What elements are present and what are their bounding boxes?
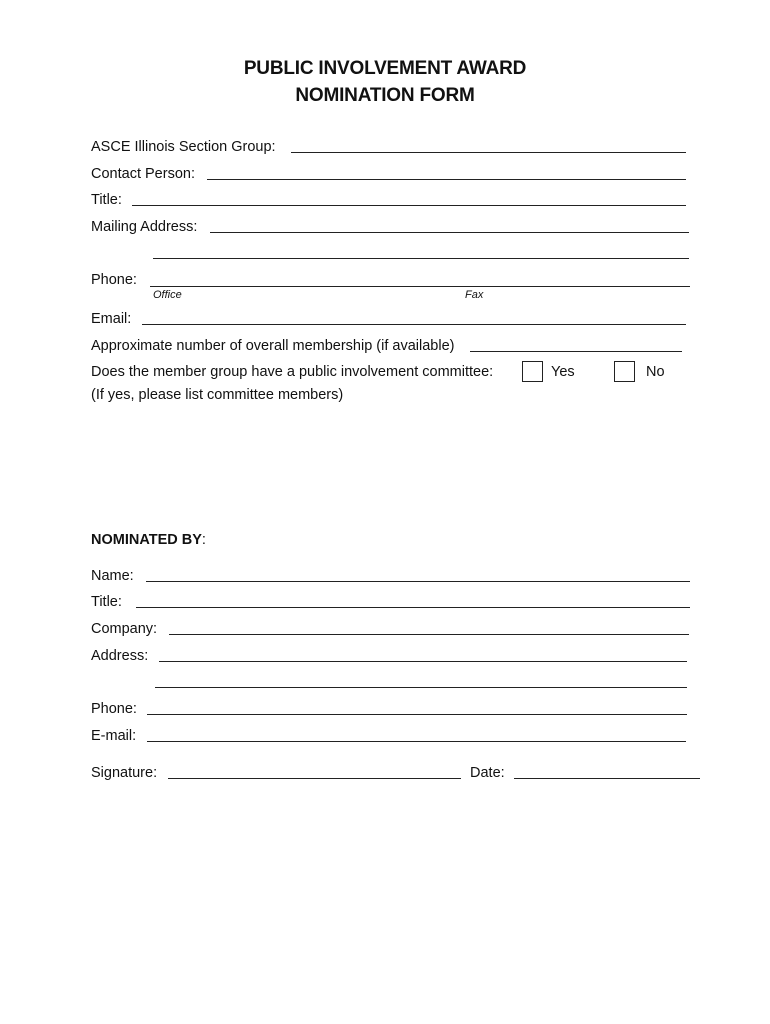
section-group-field[interactable] [291,152,686,153]
title-label: Title: [91,192,122,208]
membership-field[interactable] [470,351,682,352]
mailing-address-field[interactable] [210,232,689,233]
yes-label: Yes [551,364,575,380]
nominated-by-heading [91,532,206,548]
committee-note: (If yes, please list committee members) [91,387,344,403]
date-label: Date: [470,765,505,781]
phone-label: Phone: [91,272,137,288]
nominator-email-field[interactable] [147,741,686,742]
committee-question: Does the member group have a public involvement committee: [91,364,494,380]
signature-field[interactable] [168,778,461,779]
signature-label: Signature: [91,765,158,781]
name-label: Name: [91,568,134,584]
nominator-title-label: Title: [91,594,122,610]
no-checkbox[interactable] [614,361,635,382]
company-field[interactable] [169,634,689,635]
yes-checkbox[interactable] [522,361,543,382]
contact-person-label: Contact Person: [91,166,195,182]
address-field-2[interactable] [155,687,687,688]
title-line-2: NOMINATION FORM [295,85,475,106]
mailing-address-label: Mailing Address: [91,219,198,235]
email-field[interactable] [142,324,686,325]
fax-caption: Fax [465,289,484,301]
section-group-label: ASCE Illinois Section Group: [91,139,276,155]
nominated-by-heading-colon: : [201,532,206,548]
title-field[interactable] [132,205,686,206]
phone-field[interactable] [150,286,690,287]
company-label: Company: [91,621,158,637]
nominated-by-heading-text: NOMINATED BY [91,532,202,548]
name-field[interactable] [146,581,690,582]
nominator-title-field[interactable] [136,607,690,608]
title-line-1: PUBLIC INVOLVEMENT AWARD [243,58,527,79]
nominator-phone-field[interactable] [147,714,687,715]
office-caption: Office [153,289,182,301]
date-field[interactable] [514,778,700,779]
mailing-address-field-2[interactable] [153,258,689,259]
nominator-phone-label: Phone: [91,701,137,717]
contact-person-field[interactable] [207,179,686,180]
membership-label: Approximate number of overall membership (if available) [91,338,455,354]
address-label: Address: [91,648,149,664]
email-label: Email: [91,311,132,327]
nominator-email-label: E-mail: [91,728,137,744]
no-label: No [646,364,665,380]
address-field[interactable] [159,661,687,662]
